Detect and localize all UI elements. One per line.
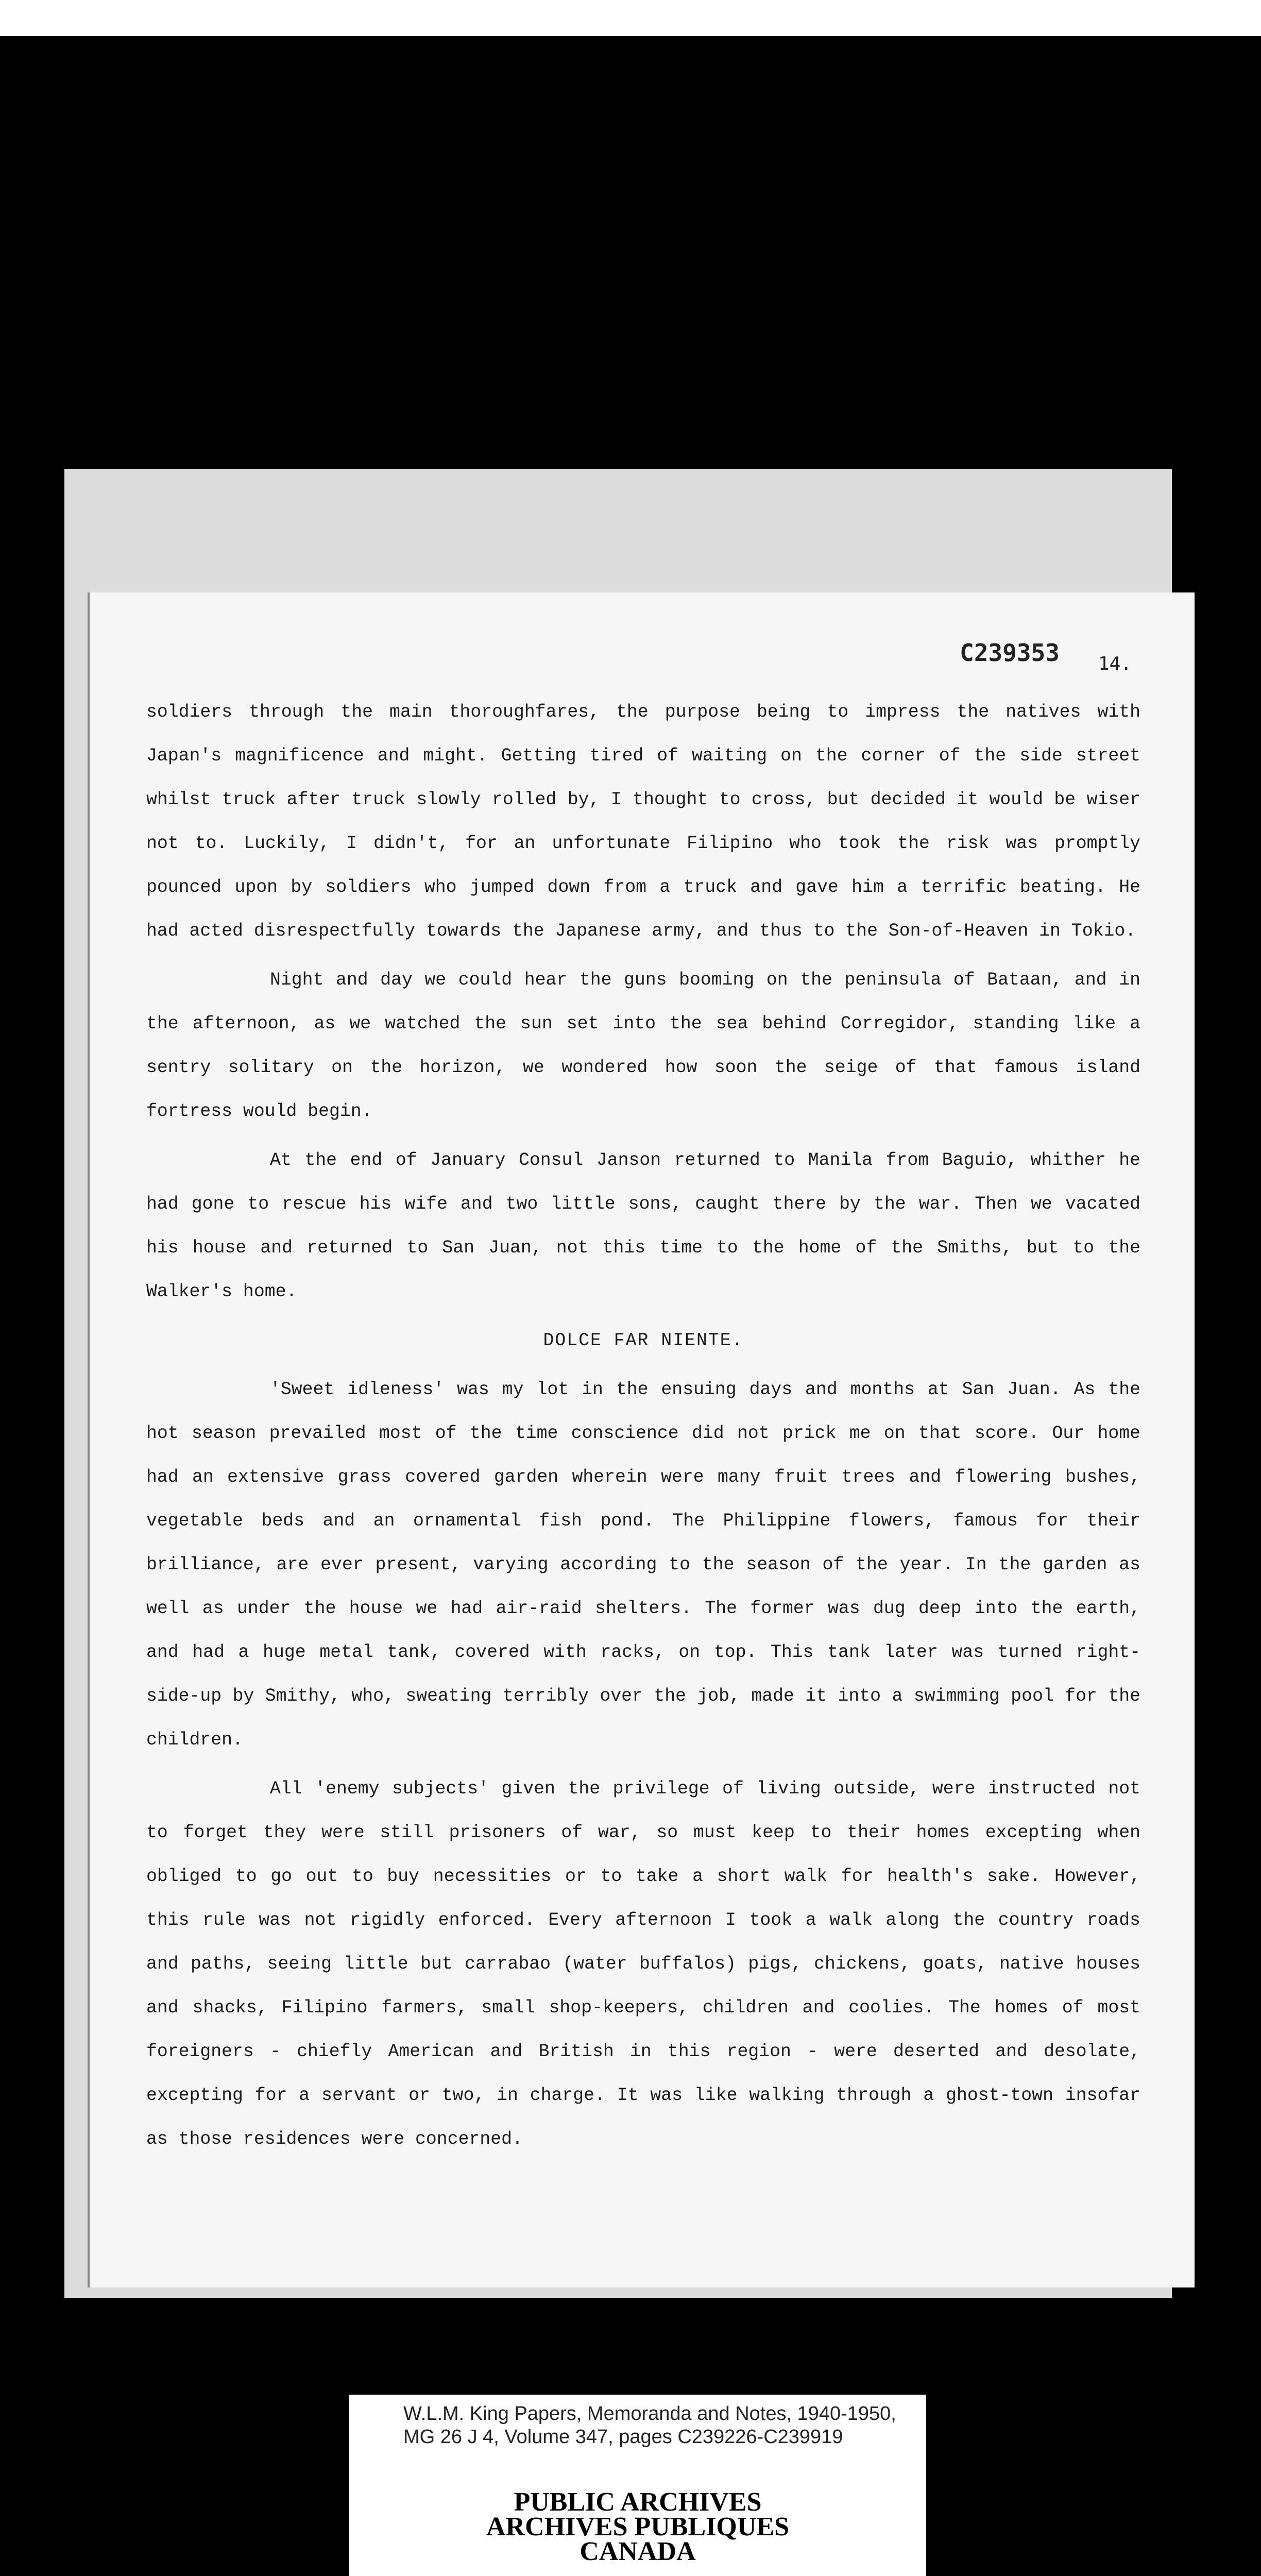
archive-label bbox=[348, 2393, 928, 2576]
document-page bbox=[88, 592, 1195, 2287]
paragraph: All 'enemy subjects' given the privilege of living outside, were instructed not to forget they were still prisoners of war, so must keep to their homes excepting when obliged to go out to buy necessities or to take a short walk for health's sake. However, this rule was not rigidly enforced. Every afternoon I took a walk along the country roads and paths, seeing little but carrabao (water buffalos) pigs, chickens, goats, native houses and shacks, Filipino farmers, small shop-keepers, children and coolies. The homes of most foreigners - chiefly American and British in this region - were deserted and desolate, excepting for a servant or two, in charge. It was like walking through a ghost-town insofar as those residences were concerned. bbox=[146, 1779, 1140, 2149]
archives-stamp bbox=[349, 2487, 926, 2566]
paragraph: Night and day we could hear the guns booming on the peninsula of Bataan, and in the afternoon, as we watched the sun set into the sea behind Corregidor, standing like a sentry solitary on the horizon, we wondered how soon the seige of that famous island fortress would begin. bbox=[146, 970, 1140, 1122]
section-heading: DOLCE FAR NIENTE. bbox=[543, 1331, 744, 1351]
paragraph: soldiers through the main thoroughfares, the purpose being to impress the natives with Japan's magnificence and might. Getting tired of waiting on the corner of the side street whilst truck after truck slowly rolled by, I thought to cross, but decided it would be wiser not to. Luckily, I didn't, for an unfortunate Filipino who took the risk was promptly pounced upon by soldiers who jumped down from a truck and gave him a terrific beating. He had acted disrespectfully towards the Japanese army, and thus to the Son-of-Heaven in Tokio. bbox=[146, 702, 1140, 941]
top-margin-strip bbox=[0, 0, 1261, 36]
archives-line-english: PUBLIC ARCHIVES bbox=[514, 2487, 762, 2517]
document-number: C239353 bbox=[960, 639, 1060, 667]
archives-line-country: CANADA bbox=[580, 2537, 696, 2566]
paragraph: At the end of January Consul Janson returned to Manila from Baguio, whither he had gone to rescue his wife and two little sons, caught there by the war. Then we vacated his house and returned to San Juan, not this time to the home of the Smiths, but to the Walker's home. bbox=[146, 1150, 1140, 1302]
page-number: 14. bbox=[1098, 653, 1132, 674]
archive-citation: W.L.M. King Papers, Memoranda and Notes, 1940-1950, MG 26 J 4, Volume 347, pages C239226-C239919 bbox=[403, 2403, 896, 2448]
paragraph: 'Sweet idleness' was my lot in the ensuing days and months at San Juan. As the hot season prevailed most of the time conscience did not prick me on that score. Our home had an extensive grass covered garden wherein were many fruit trees and flowering bushes, vegetable beds and an ornamental fish pond. The Philippine flowers, famous for their brilliance, are ever present, varying according to the season of the year. In the garden as well as under the house we had air-raid shelters. The former was dug deep into the earth, and had a huge metal tank, covered with racks, on top. This tank later was turned right-side-up by Smithy, who, sweating terribly over the job, made it into a swimming pool for the children. bbox=[146, 1380, 1140, 1750]
archives-line-french: ARCHIVES PUBLIQUES bbox=[486, 2512, 790, 2541]
body-text bbox=[146, 690, 1140, 2166]
